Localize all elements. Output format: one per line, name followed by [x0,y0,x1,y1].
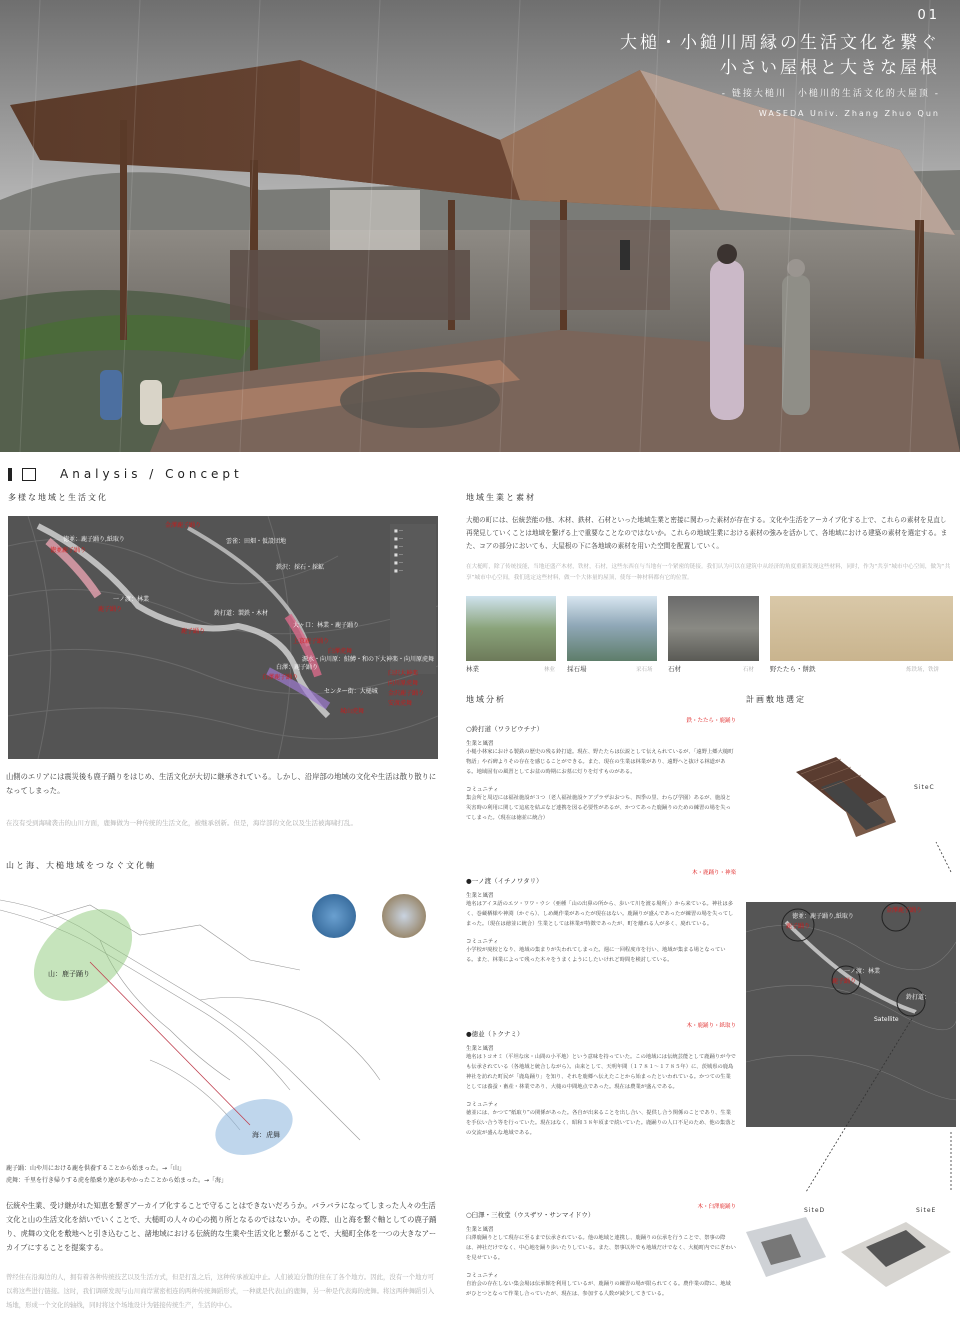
site-entry [466,716,736,823]
svg-text:■ ―: ■ ― [394,536,404,541]
sea-axis-label: 海：虎舞 [252,1131,280,1139]
map-label-red: 金沢鹿子踊り [388,690,425,697]
regional-culture-map [8,516,438,759]
map-label-white: 源水・向川原：鮭鱒・和の下大神楽・向川原虎舞 [302,656,435,663]
mountain-axis-label: 山：鹿子踊り [48,970,90,978]
title-block [620,8,940,118]
subtitle: - 链接大槌川 小槌川的生活文化的大屋顶 - [721,89,940,99]
site-title: ○鈴打道（ワラビウチナ） [466,725,544,733]
site-entry [466,1202,736,1299]
hero-rendering [0,0,960,452]
map-label-red: 鹿子踊り [181,628,206,635]
site-map-label-white: 一ノ渡：林業 [844,968,881,975]
caption-ironmaking: 野たたら・餅鉄 [770,665,816,673]
site-text: 小学校が廃校となり、地域の集まりが失われてしまった。週に一回程度市を行い、地域が集まる場となっている。また、林業によって残った木々をうまくようにしたいけれど時間を検討している。 [466,947,726,963]
site-tags: 木・臼澤鹿踊り [697,1204,736,1210]
svg-text:■ ―: ■ ― [394,568,404,573]
paragraph-mountain-coast-zh: 在沒有受到海啸袭击的山川方面，鹿舞做为一种传统的生活文化，被继承创新。但是，海岸部的文化以及生活被海啸打乱。 [6,819,357,827]
map-label-red: 向川原虎舞 [388,680,419,687]
caption-stone: 石材 [668,665,681,673]
site-subheading: 生業と風習 [466,893,494,899]
author: WASEDA Univ. Zhang Zhuo Qun [758,109,940,118]
caption-quarry-zh: 采石场 [636,667,653,673]
site-text: 地名はアイヌ語のエツ・ワワ・ウシ（亜種「山の出鼻の所から、歩いて川を渡る場所」）から来ている。神社は多く、巻蔵栖様や神渕（かぐら）、しめ縄作業があったが現在はない。鹿踊りが盛んであったが練習の場を失ってしまった。（現在は徳並に統合）生業としては林業が特徴であったが、町を離れる人が多く、廃れている。 [466,901,734,927]
site-subheading: コミュニティ [466,939,499,945]
caption-forestry-zh: 林业 [544,667,556,673]
site-map-label-red: 鹿子踊り [832,978,857,985]
site-subheading: 生業と風習 [466,1227,494,1233]
photo-tiger-dance [382,894,426,938]
section-marker-box [22,468,36,481]
title-line-1: 大槌・小鎚川周縁の生活文化を繋ぐ [620,33,940,53]
page-number: 01 [917,8,940,23]
map-label-white: 鈴打道：製鉄・木材 [214,610,269,617]
heading-regional-analysis: 地域分析 [466,695,506,704]
map-label-red: 上京鹿子踊り [293,638,330,645]
map-label-white: 雲雀：田畑・仮設団地 [226,538,287,545]
map-label-red: 白澤鹿子踊り [262,674,299,681]
map-label-white: 徳並：鹿子踊り,紙取り [63,536,125,543]
heading-site-selection: 計画敷地選定 [746,695,806,704]
svg-text:■ ―: ■ ― [394,544,404,549]
site-d-label: SiteD [804,1207,826,1214]
site-text: 徳並には、かつて“紙取り”の関係があった。各自が出来ることを出し合い、提供し合う関係のことであり、生業を手伝い合う等を行っていた。現在はなく、昭和３８年頃まで続いていた。鹿踊りの人口不足のため、他の集落との交流が盛んな地域である。 [466,1110,736,1136]
map-label-red: 徳並鹿子踊り [50,547,87,554]
caption-ironmaking-zh: 炼铁场，铁饼 [906,667,940,673]
map-label-red: 城山虎舞 [340,708,365,715]
site-tags: 木・鹿踊り・神楽 [691,870,736,876]
site-tags: 木・鹿踊り・紙取り [686,1023,736,1029]
site-tags: 鉄・たたら・鹿踊り [686,718,736,724]
note-tiger-dance: 虎舞：千里を行き帰りする虎を船乗り達があやかったことから始まった。→「海」 [6,1177,228,1184]
site-map-label-red: 金澤鹿子踊り [886,907,923,914]
heading-diverse-regions: 多様な地域と生活文化 [8,493,108,502]
site-map-label-white: Satellite [874,1016,899,1023]
site-map-label-red: 鹿子踊り [786,923,811,930]
site-text: 自治会の存在しない集会場は伝承館を利用しているが、鹿踊りの練習の場が限られてくる。農作業の際に、地域がひとつとなって作業し合っていたが、現在は、参加する人数が減少してきている。 [466,1281,731,1297]
site-c-label: SiteC [914,784,935,791]
map-label-red: 臼澤虎舞 [328,648,353,655]
site-text: 地名はトコオミ（平坦な床・山間の小平地）という意味を持っていた。この地域には伝統芸能として鹿踊りが今でも伝承されている（各地域と統合しながら）。由来として、天明年間（１７８１～１７８５年）に、茨城県の鹿島神社を訪れた町民が「鹿島踊り」を知り、それを鹿郷へ伝えたことから始まったといわれている。かつての生業としては養蚕・畜産・林業であり、大槌の中間地点であった。現在は農業が盛んである。 [466,1054,736,1090]
title-line-2: 小さい屋根と大きな屋根 [720,58,940,78]
site-subheading: 生業と風習 [466,741,494,747]
paragraph-mountain-coast: 山側のエリアには震災後も鹿子踊りをはじめ、生活文化が大切に継承されている。しかし、沿岸部の地域の文化や生活は散り散りになってしまった。 [6,772,437,795]
photo-forestry [466,596,556,661]
section-title: Analysis / Concept [60,467,243,481]
site-map-label-white: 徳並：鹿子踊り,紙取り [792,913,854,920]
svg-text:■ ―: ■ ― [394,552,404,557]
heading-local-materials: 地域生業と素材 [466,493,536,502]
site-text: 小槌小林家における製鉄の歴史の残る鈴打道。現在、野たたらは伝説として伝えられているが、「遠野上郷大槌町物語」や石碑よりその存在を感じることができる。また、現在の生業は林業があり、遠野へと抜ける林道がある。地域固有の風習としてお盆の時期にお墓に灯りを灯すものがある。 [466,749,734,775]
caption-forestry: 林業 [466,665,479,673]
heading-culture-axis: 山と海、大槌地域をつなぐ文化軸 [6,861,156,870]
paragraph-proposal: 伝統や生業、受け継がれた知恵を繋ぎアーカイブ化することで守ることはできないだろうか。バラバラになってしまった人々の生活文化と山の生活文化を結いでいくことで、大槌町の人々の心の拠り所となるのではないか。その際、山と海を繋ぐ軸としての鹿子踊り、虎舞の文化を敷地へと引き込むこと、諸地域における伝統的な生業や生活文化と繋がることで、大槌町全体を一つの大きなアーカイブにすることを提案する。 [6,1201,437,1252]
site-title: ●徳並（トクナミ） [466,1030,524,1038]
photo-deer-dance [312,894,356,938]
paragraph-materials-zh: 在大槌町，除了传统技能，当地还盛产木材，铁材，石材，这些东西在与当地有一个紧密的链接。我们认为可以在建筑中从经济的角度重新发现这些材料，同时，作为“共享”城市中心空间，做为“共享”城市中心空间，我们选定这些材料，做一个大体量的屋顶，使每一种材料都有它的位置。 [466,564,951,581]
site-subheading: コミュニティ [466,787,499,793]
section-marker [8,468,12,481]
caption-quarry: 採石場 [567,665,587,673]
paragraph-materials: 大槌の町には、伝統芸能の他、木材、鉄材、石材といった地域生業と密接に関わった素材が存在する。文化や生活をアーカイブ化する上で、これらの素材を見直し再発見していくことは地域を繋げる上で重要なことなのではないか。これらの地域生業における素材の強みを活かして、各地域における建築の素材を選定する。また、コアの部分においても、大屋根の下に各地域の素材を用いた空間を配置していく。 [466,516,948,550]
svg-text:■ ―: ■ ― [394,528,404,533]
site-models [746,712,956,1334]
map-label-red: 臼沢大神楽 [388,670,419,677]
site-text: 集会所と周辺には福祉施設が３つ（老人福祉施設ケアプラザおおつち、四季の里、わらび学園）あるが、施設と災害時の利用に関して這底を結ぶなど連携を図る必要性があるが、かつてあった鹿踊りのための練習の場を失ってしまった。（現在は徳並に統合） [466,795,731,821]
map-label-white: 大ヶ口：林業・鹿子踊り [293,622,360,629]
map-label-red: 安渡虎舞 [388,700,413,707]
photo-quarry [567,596,657,661]
map-label-white: 一ノ渡：林業 [113,596,150,603]
site-text: 臼澤鹿踊りとして現存に至るまで伝承されている。他の地域と連携し、鹿踊りの伝承を行うことで、祭事の際は、神社だけでなく、中心地を踊り歩いたりしている。また、祭事以外でも地域だけでなく、大槌町内でにぎわいを見せている。 [466,1235,736,1261]
map-label-white: 白澤：鹿子踊り [276,664,319,671]
site-entry [466,1021,736,1138]
map-label-red: 鹿子踊り [98,606,123,613]
site-map-label-white: 鈴打道： [906,994,931,1001]
photo-ironmaking-scroll [770,596,953,661]
caption-stone-zh: 石材 [743,667,755,673]
photo-stone [668,596,759,661]
paragraph-proposal-zh: 曾经住在沿海边的人，拥有着各种传统技艺以及生活方式，但是打乱之后，这种传承被迫中止。人们被迫分散的住在了各个地方。因此，没有一个地方可以将这些进行链接。这时，我们调研发现与山川商岸紧密相连的两种传统舞蹈形式，一种就是代表山的鹿舞，另一种是代表海的虎舞。将这两种舞蹈引入场地，形成一个文化的轴线，同时将这个场地设计为链接传统生产，生活的中心。 [6,1273,435,1309]
site-e-label: SiteE [916,1207,937,1214]
site-subheading: コミュニティ [466,1273,499,1279]
line-map [0,880,445,1155]
section-header [8,467,243,481]
note-deer-dance: 鹿子踊：山や川における鹿を供養することから始まった。→「山」 [6,1165,186,1172]
culture-axis-map [0,880,445,1155]
site-selection-diagram [746,712,956,1334]
site-entry [466,868,736,965]
map-label-red: 金澤鹿子踊り [165,522,202,529]
site-subheading: 生業と風習 [466,1046,494,1052]
svg-text:■ ―: ■ ― [394,560,404,565]
site-title: ●一ノ渡（イチノワタリ） [466,877,543,885]
map-label-white: センター街：大槌城 [324,688,378,695]
site-title: ○臼澤・三枚堂（ウスザワ・サンマイドウ） [466,1211,595,1219]
map-label-white: 鉄沢：採石・採鉱 [276,564,325,571]
site-subheading: コミュニティ [466,1102,499,1108]
